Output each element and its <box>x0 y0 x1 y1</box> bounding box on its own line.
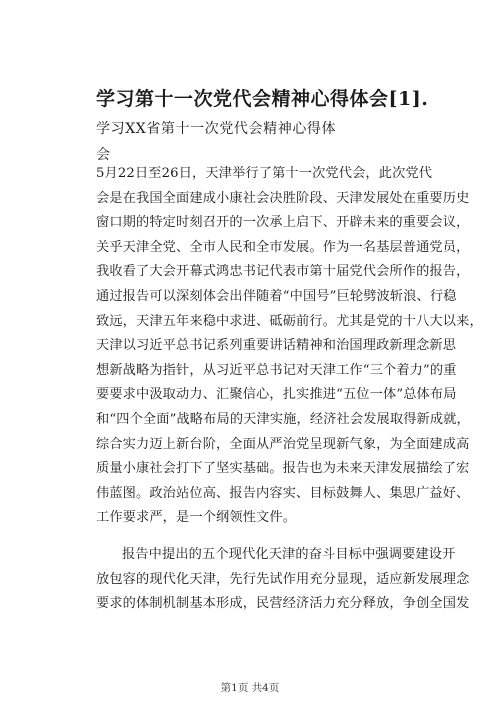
document-subtitle-line2: 会 <box>96 147 110 163</box>
body-line: 5月22日至26日，天津举行了第十一次党代会，此次党代 <box>96 166 433 181</box>
body-line: 要求的体制机制基本形成，民营经济活力充分释放，争创全国发 <box>96 596 470 612</box>
paragraph-gap <box>96 531 406 543</box>
body-line: 工作要求严，是一个纲领性文件。 <box>96 510 297 526</box>
document-title: 学习第十一次党代会精神心得体会[1]. <box>96 88 429 110</box>
body-line: 我收看了大会开幕式鸿忠书记代表市第十届党代会所作的报告， <box>96 264 470 280</box>
body-line: 想新战略为指针，从习近平总书记对天津工作“三个着力”的重 <box>96 362 457 378</box>
body-line: 和“四个全面”战略布局的天津实施，经济社会发展取得新成就， <box>96 411 470 427</box>
page-footer: 第1页 共4页 <box>220 682 280 694</box>
body-line: 通过报告可以深刻体会出伴随着“中国号”巨轮劈波斩浪、行稳 <box>96 288 457 304</box>
body-line: 伟蓝图。政治站位高、报告内容实、目标鼓舞人、集思广益好、 <box>96 485 470 501</box>
body-line: 报告中提出的五个现代化天津的奋斗目标中强调要建设开 <box>122 546 456 562</box>
body-line: 质量小康社会打下了坚实基础。报告也为未来天津发展描绘了宏 <box>96 461 470 477</box>
document-subtitle-line1: 学习XX省第十一次党代会精神心得体 <box>96 121 337 137</box>
body-line: 致远，天津五年来稳中求进、砥砺前行。尤其是党的十八大以来， <box>96 313 483 329</box>
body-line: 综合实力迈上新台阶，全面从严治党呈现新气象，为全面建成高 <box>96 436 470 452</box>
body-line: 窗口期的特定时刻召开的一次承上启下、开辟未来的重要会议， <box>96 215 470 231</box>
paragraph-2 <box>96 543 470 617</box>
body-line: 放包容的现代化天津，先行先试作用充分显现，适应新发展理念 <box>96 571 470 587</box>
body-line: 天津以习近平总书记系列重要讲话精神和治国理政新理念新思 <box>96 338 457 354</box>
body-line: 关乎天津全党、全市人民和全市发展。作为一名基层普通党员， <box>96 239 470 255</box>
document-body <box>96 162 483 617</box>
body-line: 要要求中汲取动力、汇聚信心，扎实推进“五位一体”总体布局 <box>96 387 457 403</box>
body-line: 会是在我国全面建成小康社会决胜阶段、天津发展处在重要历史 <box>96 190 470 206</box>
paragraph-1 <box>96 162 483 531</box>
